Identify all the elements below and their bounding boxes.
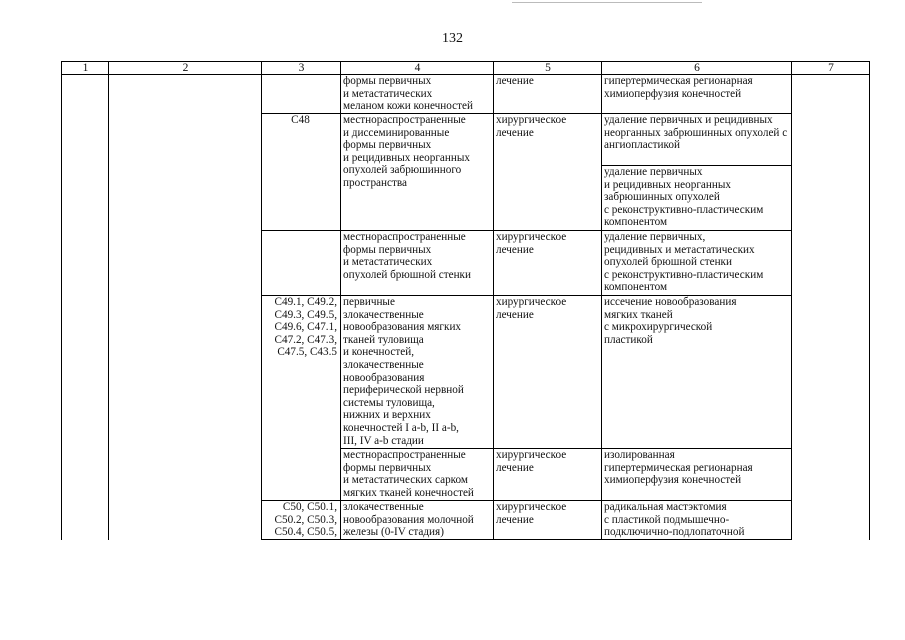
code-cell bbox=[262, 231, 341, 296]
header-cell: 3 bbox=[262, 62, 341, 75]
method-cell: удаление первичных и рецидивных неорганных забрюшинных опухолей с реконструктивно-пластическим компонентом bbox=[602, 166, 792, 231]
treatment-cell: лечение bbox=[494, 75, 602, 114]
method-cell: удаление первичных, рецидивных и метастатических опухолей брюшной стенки с реконструктивно-пластическим компонентом bbox=[602, 231, 792, 296]
col7-cell bbox=[792, 75, 870, 540]
col2-cell bbox=[109, 75, 262, 540]
treatment-cell: хирургическое лечение bbox=[494, 231, 602, 296]
diagnosis-cell: злокачественные новообразования молочной железы (0-IV стадия) bbox=[341, 501, 494, 540]
diagnosis-cell: местнораспространенные и диссеминированные формы первичных и рецидивных неорганных опухолей забрюшинного пространства bbox=[341, 114, 494, 231]
page-number: 132 bbox=[442, 31, 463, 46]
code-cell: C49.1, C49.2, C49.3, C49.5, C49.6, C47.1, C47.2, C47.3, C47.5, C43.5 bbox=[262, 296, 341, 501]
table-row bbox=[62, 75, 870, 114]
method-cell: иссечение новообразования мягких тканей с микрохирургической пластикой bbox=[602, 296, 792, 449]
method-cell: гипертермическая регионарная химиоперфузия конечностей bbox=[602, 75, 792, 114]
medical-care-table bbox=[61, 61, 870, 540]
diagnosis-cell: местнораспространенные формы первичных и метастатических сарком мягких тканей конечностей bbox=[341, 449, 494, 501]
header-cell: 2 bbox=[109, 62, 262, 75]
table-header-row bbox=[62, 62, 870, 75]
top-rule bbox=[512, 2, 702, 3]
header-cell: 5 bbox=[494, 62, 602, 75]
method-cell: удаление первичных и рецидивных неорганных забрюшинных опухолей с ангиопластикой bbox=[602, 114, 792, 166]
treatment-cell: хирургическое лечение bbox=[494, 449, 602, 501]
diagnosis-cell: первичные злокачественные новообразования мягких тканей туловища и конечностей, злокачественные новообразования периферической нервной системы туловища, нижних и верхних конечностей I a-b, II a-b, III, IV a-b стадии bbox=[341, 296, 494, 449]
code-cell bbox=[262, 75, 341, 114]
diagnosis-cell: формы первичных и метастатических меланом кожи конечностей bbox=[341, 75, 494, 114]
header-cell: 4 bbox=[341, 62, 494, 75]
method-cell: радикальная мастэктомия с пластикой подмышечно- подключично-подлопаточной bbox=[602, 501, 792, 540]
col1-cell bbox=[62, 75, 109, 540]
diagnosis-cell: местнораспространенные формы первичных и метастатических опухолей брюшной стенки bbox=[341, 231, 494, 296]
header-cell: 6 bbox=[602, 62, 792, 75]
treatment-cell: хирургическое лечение bbox=[494, 296, 602, 449]
header-cell: 7 bbox=[792, 62, 870, 75]
code-cell: C48 bbox=[262, 114, 341, 231]
method-cell: изолированная гипертермическая регионарная химиоперфузия конечностей bbox=[602, 449, 792, 501]
header-cell: 1 bbox=[62, 62, 109, 75]
treatment-cell: хирургическое лечение bbox=[494, 114, 602, 231]
treatment-cell: хирургическое лечение bbox=[494, 501, 602, 540]
code-cell: C50, C50.1, C50.2, C50.3, C50.4, C50.5, bbox=[262, 501, 341, 540]
